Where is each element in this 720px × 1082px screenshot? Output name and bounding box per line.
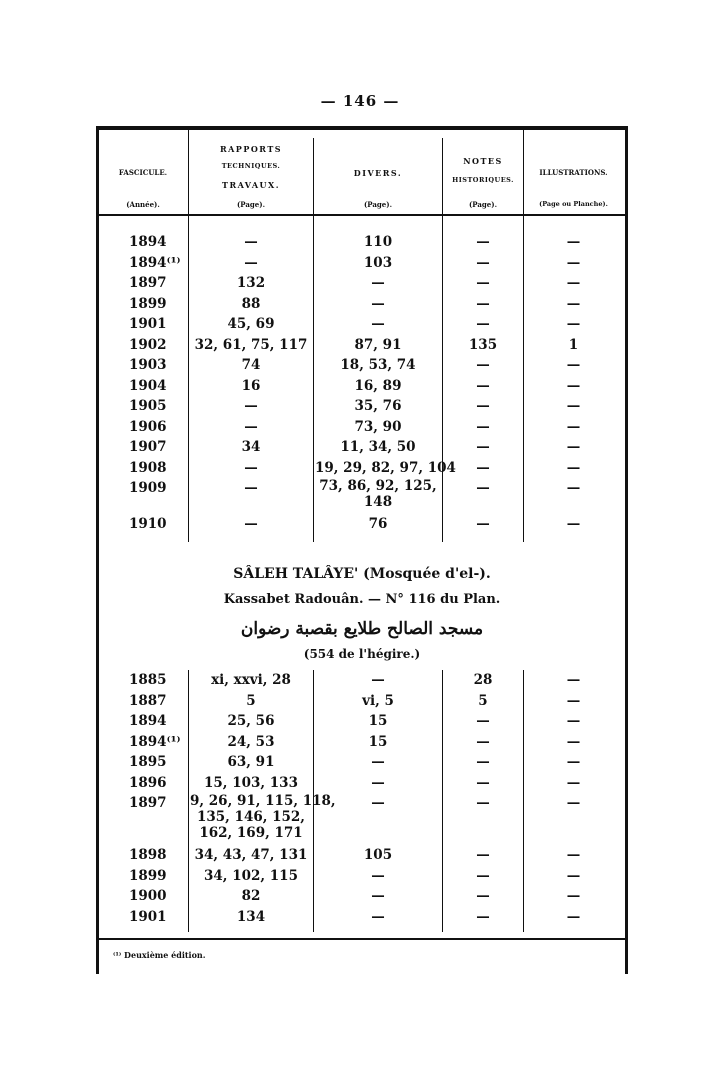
rapports-cell: 132 (236, 275, 266, 291)
table-row (99, 232, 625, 252)
illustrations-cell: — (566, 439, 581, 455)
table-row (99, 314, 625, 334)
notes-cell: — (476, 316, 490, 332)
page-number: — 146 — (320, 92, 400, 110)
year-cell: 1897 (129, 275, 167, 291)
year-cell: 1900 (129, 888, 167, 904)
divers-cell: 35, 76 (354, 398, 402, 414)
illustrations-cell: — (566, 480, 581, 496)
notes-cell: — (476, 713, 490, 729)
rapports-cell: xi, xxvi, 28 (211, 672, 291, 688)
table-row (99, 355, 625, 375)
notes-cell: — (476, 754, 490, 770)
footnote-rule (99, 938, 625, 940)
divers-cell: 76 (368, 516, 388, 532)
rapports-cell: — (244, 516, 258, 532)
year-cell: 1905 (129, 398, 167, 414)
rapports-cell: — (244, 254, 258, 271)
illustrations-cell: — (566, 275, 581, 291)
year-cell: 1894⁽¹⁾ (129, 254, 181, 271)
divers-cell: 87, 91 (354, 336, 402, 353)
illustrations-cell: — (566, 357, 581, 373)
divers-cell: — (371, 754, 385, 770)
rapports-cell: 24, 53 (227, 733, 275, 750)
divers-cell: — (371, 795, 385, 811)
header-divers: DIVERS. (Page). (353, 168, 403, 209)
column-rule (523, 130, 524, 214)
table-row (99, 417, 625, 437)
year-cell: 1908 (129, 459, 167, 476)
table-row (99, 752, 625, 772)
year-cell: 1887 (129, 692, 167, 709)
year-cell: 1894 (129, 234, 167, 250)
year-cell: 1896 (129, 774, 167, 791)
header-notes: NOTES HISTORIQUES. (Page). (452, 156, 514, 209)
notes-cell: — (476, 795, 490, 811)
illustrations-cell: — (566, 516, 581, 532)
rapports-cell: 34, 43, 47, 131 (194, 847, 308, 863)
notes-cell: — (476, 357, 490, 373)
year-cell: 1899 (129, 295, 167, 312)
year-cell: 1903 (129, 357, 167, 373)
divers-cell: 73, 90 (354, 418, 402, 435)
year-cell: 1885 (129, 672, 167, 688)
rapports-cell: 32, 61, 75, 117 (194, 336, 308, 353)
table-row (99, 294, 625, 314)
year-cell: 1901 (129, 908, 167, 925)
rapports-cell: 5 (246, 692, 256, 709)
divers-cell: 15 (368, 713, 388, 729)
rapports-cell: 82 (241, 888, 261, 904)
notes-cell: — (476, 908, 490, 925)
rapports-cell: 63, 91 (227, 754, 275, 770)
divers-cell: 105 (363, 847, 393, 863)
section-hegira: (554 de l'hégire.) (303, 647, 421, 661)
notes-cell: — (476, 234, 490, 250)
table-row (99, 711, 625, 731)
table-row (99, 273, 625, 293)
illustrations-cell: — (566, 733, 581, 750)
index-table (96, 126, 628, 974)
illustrations-cell: 1 (568, 336, 579, 353)
illustrations-cell: — (566, 908, 581, 925)
table-row (99, 376, 625, 396)
header-rapports: RAPPORTS TECHNIQUES. TRAVAUX. (Page). (219, 144, 283, 209)
year-cell: 1895 (129, 754, 167, 770)
year-cell: 1894 (129, 713, 167, 729)
illustrations-cell: — (566, 316, 581, 332)
header-fascicule: FASCICULE. (Année). (118, 168, 168, 209)
notes-cell: — (476, 888, 490, 904)
rapports-cell: 15, 103, 133 (204, 774, 298, 791)
table-row (99, 335, 625, 355)
year-cell: 1897 (129, 795, 167, 811)
rapports-cell: 34, 102, 115 (204, 867, 298, 884)
table-row (99, 886, 625, 906)
divers-cell: — (371, 774, 385, 791)
table-row (99, 845, 625, 865)
illustrations-cell: — (566, 795, 581, 811)
divers-cell: — (371, 908, 385, 925)
year-cell: 1910 (129, 516, 167, 532)
table-row (99, 691, 625, 711)
rapports-cell: — (244, 418, 258, 435)
year-cell: 1907 (129, 439, 167, 455)
notes-cell: — (476, 774, 490, 791)
year-cell: 1899 (129, 867, 167, 884)
divers-cell: — (371, 316, 385, 332)
illustrations-cell: — (566, 692, 581, 709)
illustrations-cell: — (566, 234, 581, 250)
illustrations-cell: — (566, 774, 581, 791)
rapports-cell: — (244, 480, 258, 496)
notes-cell: — (476, 275, 490, 291)
table-row (99, 458, 625, 478)
notes-cell: — (476, 480, 490, 496)
column-rule (442, 138, 443, 214)
illustrations-cell: — (566, 398, 581, 414)
year-cell: 1904 (129, 377, 167, 394)
rapports-cell: 34 (241, 439, 261, 455)
divers-cell: 18, 53, 74 (340, 357, 416, 373)
notes-cell: — (476, 377, 490, 394)
year-cell: 1898 (129, 847, 167, 863)
notes-cell: — (476, 516, 490, 532)
divers-cell: 73, 86, 92, 125, 148 (319, 478, 437, 510)
notes-cell: 135 (468, 336, 498, 353)
divers-cell: vi, 5 (362, 692, 394, 709)
notes-cell: — (476, 867, 490, 884)
year-cell: 1901 (129, 316, 167, 332)
rapports-cell: 45, 69 (227, 316, 275, 332)
rapports-cell: — (244, 459, 258, 476)
illustrations-cell: — (566, 713, 581, 729)
table-header (99, 130, 625, 216)
footnote: ⁽¹⁾ Deuxième édition. (113, 950, 206, 960)
divers-cell: — (371, 888, 385, 904)
table-row (99, 793, 625, 845)
notes-cell: — (476, 418, 490, 435)
year-cell: 1902 (129, 336, 167, 353)
year-cell: 1909 (129, 480, 167, 496)
notes-cell: — (476, 439, 490, 455)
rapports-cell: 25, 56 (227, 713, 275, 729)
section-subtitle: Kassabet Radouân. — N° 116 du Plan. (223, 592, 501, 607)
illustrations-cell: — (566, 754, 581, 770)
year-cell: 1906 (129, 418, 167, 435)
notes-cell: 28 (473, 672, 493, 688)
column-rule (188, 130, 189, 214)
illustrations-cell: — (566, 888, 581, 904)
divers-cell: — (371, 295, 385, 312)
divers-cell: 16, 89 (354, 377, 402, 394)
table-row (99, 396, 625, 416)
table-row (99, 732, 625, 752)
divers-cell: — (371, 672, 385, 688)
notes-cell: — (476, 254, 490, 271)
rapports-cell: — (244, 398, 258, 414)
table-row (99, 514, 625, 534)
illustrations-cell: — (566, 459, 581, 476)
notes-cell: — (476, 459, 490, 476)
illustrations-cell: — (566, 254, 581, 271)
rapports-cell: 74 (241, 357, 261, 373)
table-row (99, 866, 625, 886)
illustrations-cell: — (566, 867, 581, 884)
divers-cell: 15 (368, 733, 388, 750)
notes-cell: — (476, 847, 490, 863)
divers-cell: 103 (363, 254, 393, 271)
illustrations-cell: — (566, 418, 581, 435)
divers-cell: 11, 34, 50 (340, 439, 416, 455)
table-row (99, 437, 625, 457)
section-title: SÂLEH TALÂYE' (Mosquée d'el-). (233, 566, 491, 582)
table-row (99, 670, 625, 690)
divers-cell: — (371, 275, 385, 291)
table-row (99, 253, 625, 273)
notes-cell: — (476, 295, 490, 312)
section-arabic-title: مسجد الصالح طلايع بقصبة رضوان (240, 619, 484, 639)
table-row (99, 773, 625, 793)
rapports-cell: 16 (241, 377, 261, 394)
year-cell: 1894⁽¹⁾ (129, 733, 181, 750)
rapports-cell: 9, 26, 91, 115, 118, 135, 146, 152, 162, 169, 171 (190, 793, 336, 841)
divers-cell: 110 (363, 234, 393, 250)
header-illustrations: ILLUSTRATIONS. (Page ou Planche). (539, 168, 608, 208)
divers-cell: 19, 29, 82, 97, 104 (315, 459, 456, 476)
column-rule (313, 138, 314, 214)
rapports-cell: 88 (241, 295, 261, 312)
notes-cell: — (476, 733, 490, 750)
notes-cell: 5 (478, 692, 488, 709)
table-row (99, 478, 625, 514)
table-row (99, 907, 625, 927)
illustrations-cell: — (566, 672, 581, 688)
illustrations-cell: — (566, 295, 581, 312)
rapports-cell: — (244, 234, 258, 250)
illustrations-cell: — (566, 377, 581, 394)
rapports-cell: 134 (236, 908, 266, 925)
illustrations-cell: — (566, 847, 581, 863)
notes-cell: — (476, 398, 490, 414)
divers-cell: — (371, 867, 385, 884)
